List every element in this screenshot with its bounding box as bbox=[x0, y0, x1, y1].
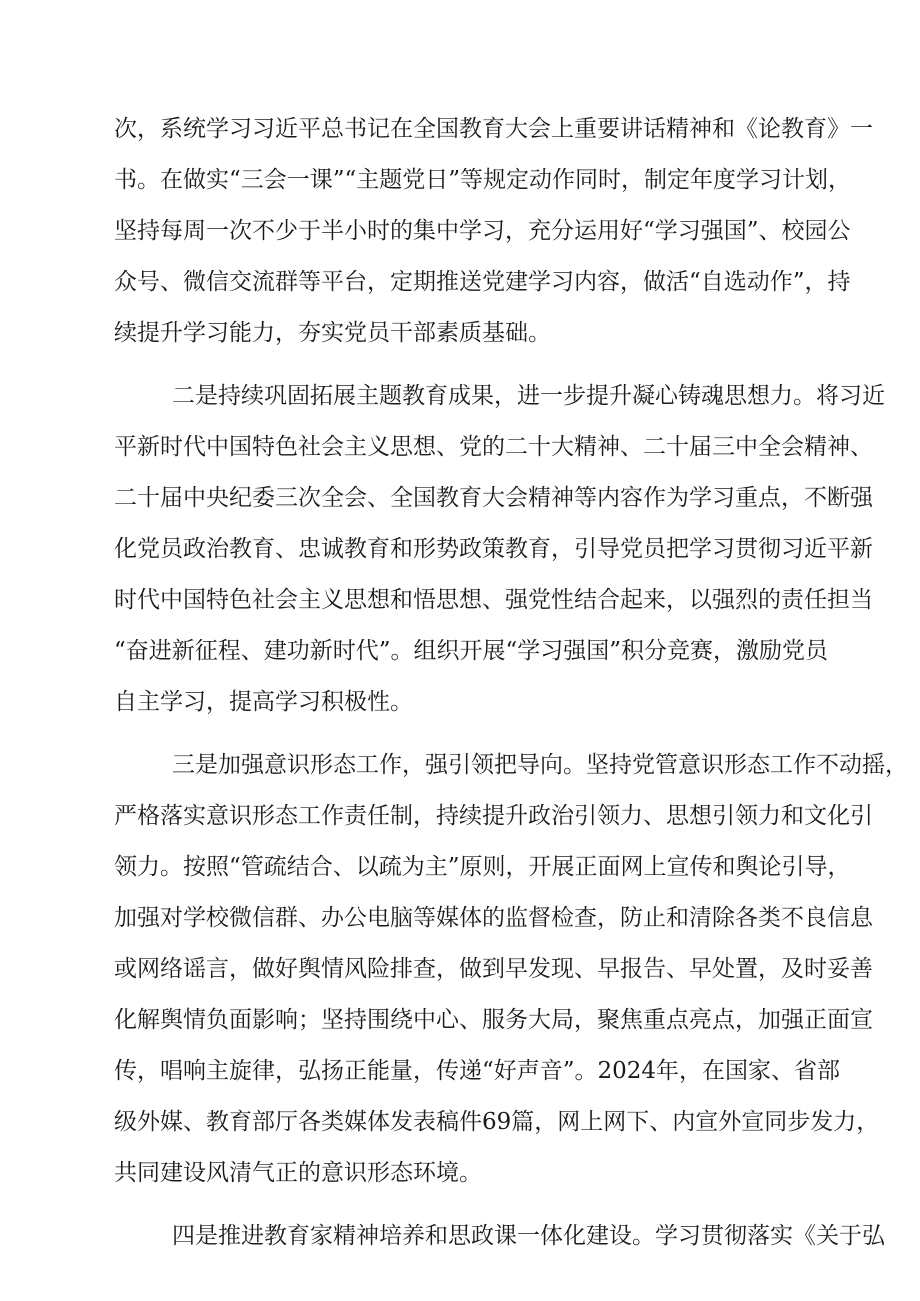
text-line: 众号、微信交流群等平台，定期推送党建学习内容，做活“自选动作”，持 bbox=[114, 269, 851, 295]
text-line: 次，系统学习习近平总书记在全国教育大会上重要讲话精神和《论教育》一 bbox=[114, 116, 873, 142]
text-line: 或网络谣言，做好舆情风险排查，做到早发现、早报告、早处置，及时妥善 bbox=[114, 956, 873, 982]
text-line: 加强对学校微信群、办公电脑等媒体的监督检查，防止和清除各类不良信息 bbox=[114, 905, 873, 931]
text-line: 二是持续巩固拓展主题教育成果，进一步提升凝心铸魂思想力。将习近 bbox=[172, 383, 885, 409]
text-line: 续提升学习能力，夯实党员干部素质基础。 bbox=[114, 320, 551, 346]
text-line: 四是推进教育家精神培养和思政课一体化建设。学习贯彻落实《关于弘 bbox=[172, 1223, 885, 1249]
text-line: 化解舆情负面影响；坚持围绕中心、服务大局，聚焦重点亮点，加强正面宣 bbox=[114, 1007, 873, 1033]
text-line: 化党员政治教育、忠诚教育和形势政策教育，引导党员把学习贯彻习近平新 bbox=[114, 536, 873, 562]
text-line: 领力。按照“管疏结合、以疏为主”原则，开展正面网上宣传和舆论引导， bbox=[114, 854, 851, 880]
text-line: 时代中国特色社会主义思想和悟思想、强党性结合起来，以强烈的责任担当 bbox=[114, 587, 873, 613]
text-line: 共同建设风清气正的意识形态环境。 bbox=[114, 1160, 482, 1186]
text-line: 传，唱响主旋律，弘扬正能量，传递“好声音”。2024年，在国家、省部 bbox=[114, 1058, 841, 1084]
text-line: 自主学习，提高学习积极性。 bbox=[114, 689, 413, 715]
text-line: 坚持每周一次不少于半小时的集中学习，充分运用好“学习强国”、校园公 bbox=[114, 218, 851, 244]
text-line: “奋进新征程、建功新时代”。组织开展“学习强国”积分竞赛，激励党员 bbox=[114, 638, 829, 664]
text-line: 级外媒、教育部厅各类媒体发表稿件69篇，网上网下、内宣外宣同步发力， bbox=[114, 1109, 880, 1135]
text-line: 严格落实意识形态工作责任制，持续提升政治引领力、思想引领力和文化引 bbox=[114, 803, 873, 829]
text-line: 三是加强意识形态工作，强引领把导向。坚持党管意识形态工作不动摇， bbox=[172, 752, 908, 778]
text-line: 书。在做实“三会一课”“主题党日”等规定动作同时，制定年度学习计划， bbox=[114, 167, 852, 193]
text-line: 平新时代中国特色社会主义思想、党的二十大精神、二十届三中全会精神、 bbox=[114, 434, 873, 460]
text-line: 二十届中央纪委三次全会、全国教育大会精神等内容作为学习重点，不断强 bbox=[114, 485, 873, 511]
